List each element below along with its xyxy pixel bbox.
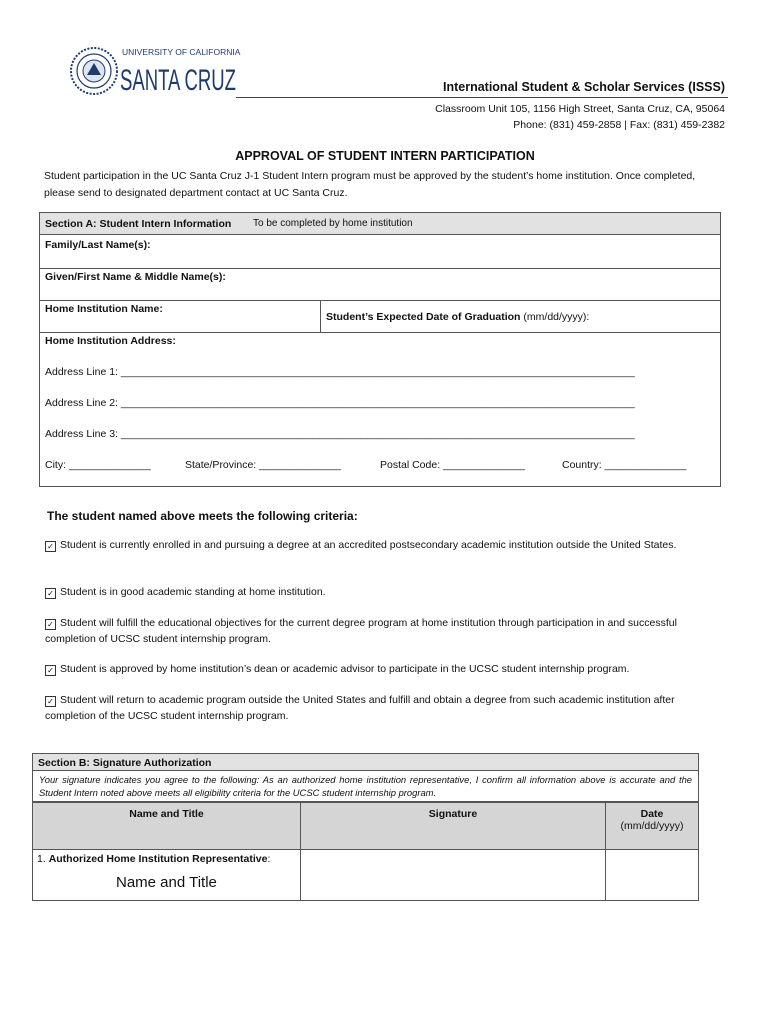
signature-table (33, 802, 698, 900)
logo-top-text: UNIVERSITY OF CALIFORNIA (122, 47, 241, 57)
table-row (33, 850, 698, 901)
checkbox-checked-icon[interactable]: ✓ (45, 665, 56, 676)
form-title: APPROVAL OF STUDENT INTERN PARTICIPATION (235, 149, 535, 163)
graduation-date-field[interactable]: Student’s Expected Date of Graduation (mm/dd/yyyy): (326, 311, 590, 323)
checkbox-checked-icon[interactable]: ✓ (45, 619, 56, 630)
section-b (32, 753, 699, 901)
section-a-note: To be completed by home institution (253, 218, 413, 229)
section-a (39, 212, 721, 487)
name-title-value[interactable]: Name and Title (116, 874, 217, 891)
family-name-field[interactable]: Family/Last Name(s): (45, 239, 151, 251)
criterion-3: ✓ Student will fulfill the educational objectives for the current degree program at home institution through participation in and successful completion of UCSC student internship program. (45, 617, 677, 645)
section-a-header (40, 213, 720, 235)
section-b-heading: Section B: Signature Authorization (33, 754, 698, 771)
date-cell[interactable] (606, 850, 699, 901)
postal-code-field[interactable]: Postal Code: ______________ (380, 459, 525, 471)
country-field[interactable]: Country: ______________ (562, 459, 687, 471)
address-label: Home Institution Address: (45, 335, 176, 347)
checkbox-checked-icon[interactable]: ✓ (45, 588, 56, 599)
office-address: Classroom Unit 105, 1156 High Street, Santa Cruz, CA, 95064 (435, 103, 725, 115)
given-name-field[interactable]: Given/First Name & Middle Name(s): (45, 271, 226, 283)
address-line-1[interactable]: Address Line 1: ________________________________________________________________________________________ (45, 366, 635, 378)
section-a-heading: Section A: Student Intern Information (45, 218, 232, 230)
header-rule (236, 97, 728, 98)
criterion-4: ✓ Student is approved by home institution’s dean or academic advisor to participate in the UCSC student internship program. (45, 661, 725, 677)
col-signature: Signature (301, 803, 606, 850)
criteria-title: The student named above meets the following criteria: (47, 509, 358, 523)
col-name-title: Name and Title (33, 803, 301, 850)
checkbox-checked-icon[interactable]: ✓ (45, 541, 56, 552)
logo-bottom-text: SANTA CRUZ (120, 64, 236, 97)
criterion-5: ✓ Student will return to academic program outside the United States and fulfill and obtain a degree from such academic institution after completion of the UCSC student internship program. (45, 694, 675, 722)
intro-text: Student participation in the UC Santa Cruz J-1 Student Intern program must be approved by the student’s home institution. Once completed, please send to designated department contact at UC Santa Cruz. (44, 170, 696, 199)
address-line-2[interactable]: Address Line 2: ________________________________________________________________________________________ (45, 397, 635, 409)
criterion-2: ✓ Student is in good academic standing at home institution. (45, 584, 725, 600)
state-field[interactable]: State/Province: ______________ (185, 459, 341, 471)
address-line-3[interactable]: Address Line 3: ________________________________________________________________________________________ (45, 428, 635, 440)
ucsc-logo (70, 44, 240, 98)
criterion-1: ✓ Student is currently enrolled in and pursuing a degree at an accredited postsecondary academic institution outside the United States. (45, 537, 725, 553)
col-date: Date (mm/dd/yyyy) (606, 803, 699, 850)
checkbox-checked-icon[interactable]: ✓ (45, 696, 56, 707)
city-field[interactable]: City: ______________ (45, 459, 151, 471)
office-phone-fax: Phone: (831) 459-2858 | Fax: (831) 459-2382 (513, 119, 725, 131)
name-title-cell[interactable]: 1. Authorized Home Institution Representative: Name and Title (33, 850, 301, 901)
signature-cell[interactable] (301, 850, 606, 901)
office-name: International Student & Scholar Services (ISSS) (442, 80, 725, 94)
home-institution-field[interactable]: Home Institution Name: (45, 303, 163, 315)
section-b-description: Your signature indicates you agree to the following: As an authorized home institution representative, I confirm all information above is accurate and the Student Intern noted above meets all eligibility criteria for the UCSC student internship program. (33, 771, 698, 802)
